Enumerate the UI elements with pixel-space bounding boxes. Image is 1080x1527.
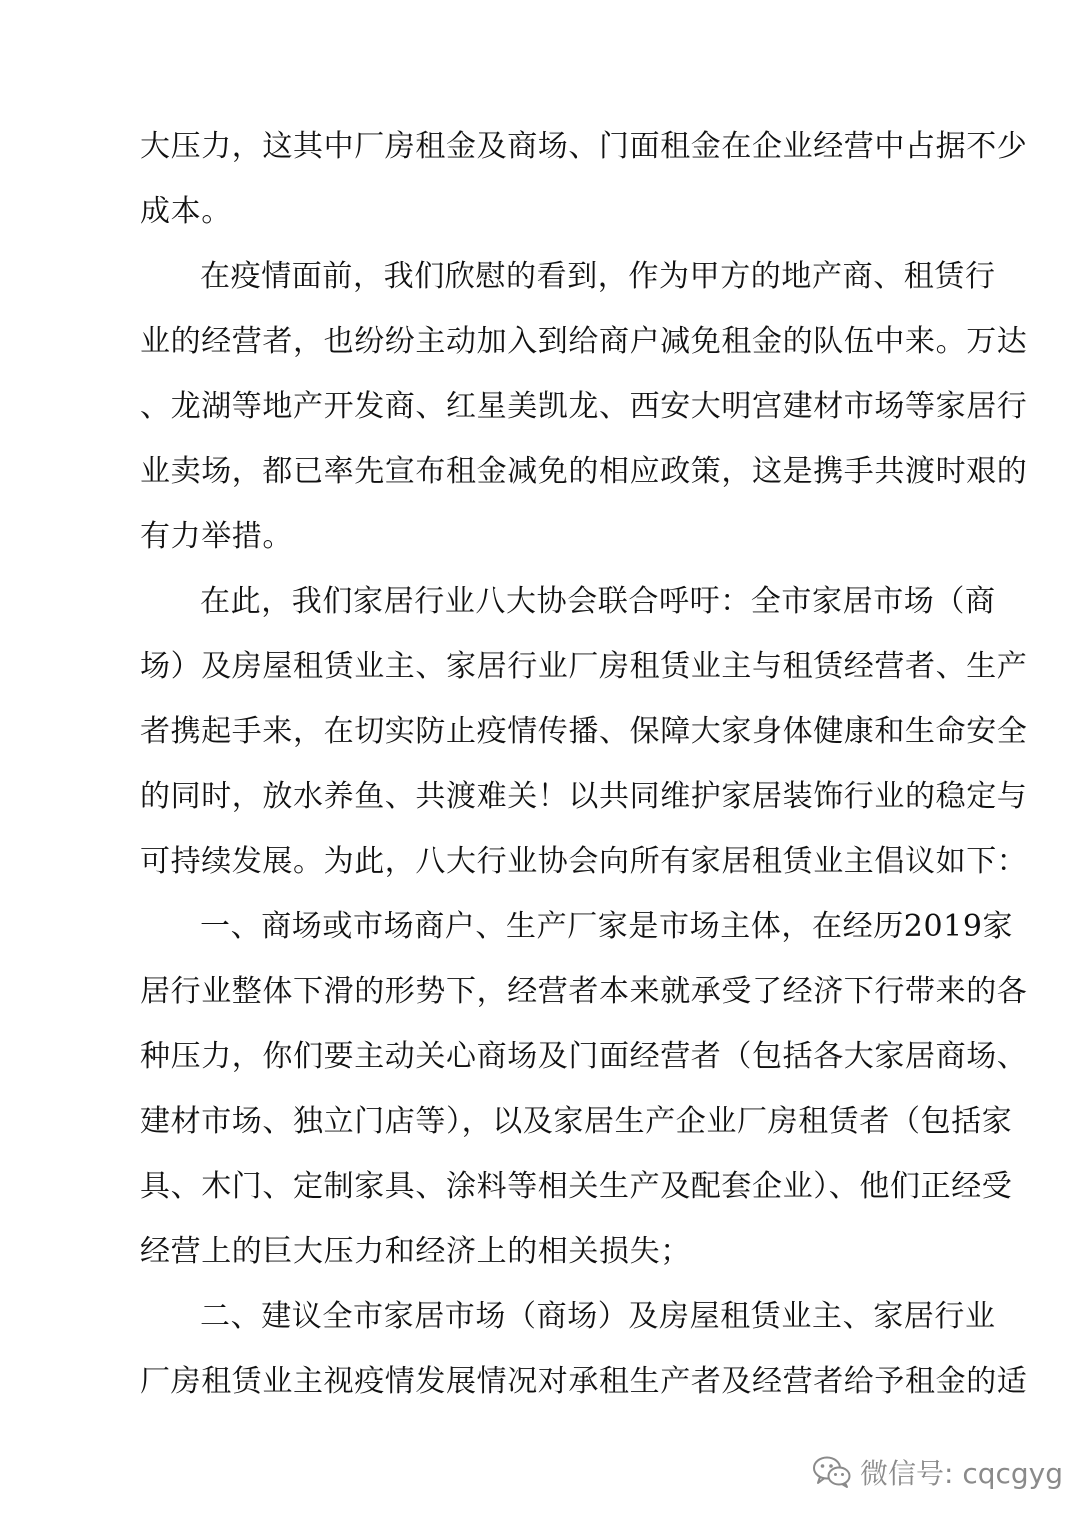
text-line: 业卖场，都已率先宣布租金减免的相应政策，这是携手共渡时艰的 bbox=[140, 454, 1028, 489]
text-line: 居行业整体下滑的形势下，经营者本来就承受了经济下行带来的各 bbox=[140, 974, 1028, 1009]
text-line: 一、商场或市场商户、生产厂家是市场主体，在经历2019家 bbox=[200, 909, 1014, 944]
text-line: 的同时，放水养鱼、共渡难关！以共同维护家居装饰行业的稳定与 bbox=[140, 779, 1028, 814]
watermark-text: 微信号: cqcgyg bbox=[860, 1457, 1064, 1490]
text-line: 可持续发展。为此，八大行业协会向所有家居租赁业主倡议如下： bbox=[140, 844, 1028, 879]
text-line: 成本。 bbox=[140, 194, 232, 229]
text-line: 大压力，这其中厂房租金及商场、门面租金在企业经营中占据不少 bbox=[140, 129, 1028, 164]
text-line: 业的经营者，也纷纷主动加入到给商户减免租金的队伍中来。万达 bbox=[140, 324, 1028, 359]
text-line: 有力举措。 bbox=[140, 519, 293, 554]
text-line: 建材市场、独立门店等），以及家居生产企业厂房租赁者（包括家 bbox=[140, 1104, 1013, 1139]
text-line: 厂房租赁业主视疫情发展情况对承租生产者及经营者给予租金的适 bbox=[140, 1364, 1028, 1399]
text-line: 经营上的巨大压力和经济上的相关损失； bbox=[140, 1234, 691, 1269]
text-line: 场）及房屋租赁业主、家居行业厂房租赁业主与租赁经营者、生产 bbox=[140, 649, 1028, 684]
wechat-icon bbox=[812, 1455, 852, 1489]
text-line: 具、木门、定制家具、涂料等相关生产及配套企业）、他们正经受 bbox=[140, 1169, 1013, 1204]
wechat-watermark bbox=[812, 1452, 1063, 1492]
text-line: 者携起手来，在切实防止疫情传播、保障大家身体健康和生命安全 bbox=[140, 714, 1028, 749]
text-line: 在此，我们家居行业八大协会联合呼吁：全市家居市场（商 bbox=[200, 584, 996, 619]
text-line: 、龙湖等地产开发商、红星美凯龙、西安大明宫建材市场等家居行 bbox=[140, 389, 1028, 424]
text-line: 在疫情面前，我们欣慰的看到，作为甲方的地产商、租赁行 bbox=[200, 259, 996, 294]
text-line: 种压力，你们要主动关心商场及门面经营者（包括各大家居商场、 bbox=[140, 1039, 1028, 1074]
text-line: 二、建议全市家居市场（商场）及房屋租赁业主、家居行业 bbox=[200, 1299, 996, 1334]
